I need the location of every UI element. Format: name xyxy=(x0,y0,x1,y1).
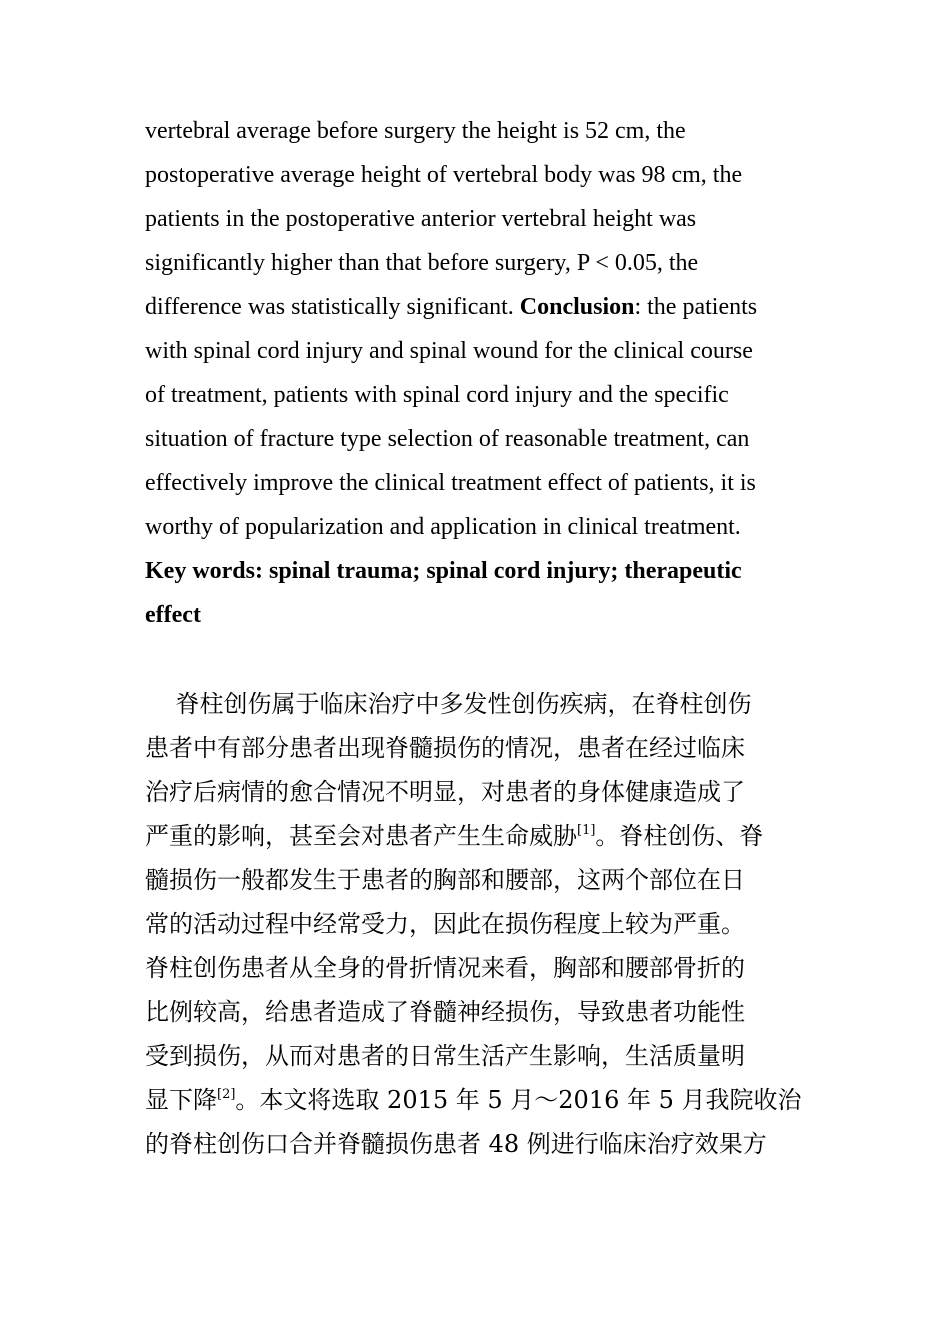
abstract-line: with spinal cord injury and spinal wound for the clinical course xyxy=(145,338,753,364)
body-line-text: 。脊柱创伤、脊 xyxy=(595,822,764,850)
keywords-line: Key words: spinal trauma; spinal cord injury; therapeutic xyxy=(145,558,742,584)
body-line-text: 严重的影响，甚至会对患者产生生命威胁 xyxy=(145,822,577,850)
abstract-line: postoperative average height of vertebral body was 98 cm, the xyxy=(145,162,743,188)
abstract-line: of treatment, patients with spinal cord injury and the specific xyxy=(145,382,729,408)
body-line-text: 。本文将选取 2015 年 5 月～2016 年 5 月我院收治 xyxy=(235,1086,802,1114)
chinese-body-paragraph xyxy=(145,682,825,1166)
body-line: 患者中有部分患者出现脊髓损伤的情况，患者在经过临床 xyxy=(145,734,745,762)
body-line: 常的活动过程中经常受力，因此在损伤程度上较为严重。 xyxy=(145,910,745,938)
body-line: 髓损伤一般都发生于患者的胸部和腰部，这两个部位在日 xyxy=(145,866,745,894)
body-line: 受到损伤，从而对患者的日常生活产生影响，生活质量明 xyxy=(145,1042,745,1070)
body-line-text: 显下降 xyxy=(145,1086,217,1114)
abstract-line: situation of fracture type selection of reasonable treatment, can xyxy=(145,426,750,452)
body-line xyxy=(145,814,825,858)
body-line: 治疗后病情的愈合情况不明显，对患者的身体健康造成了 xyxy=(145,778,745,806)
abstract-line: worthy of popularization and application in clinical treatment. xyxy=(145,514,741,540)
body-line: 比例较高，给患者造成了脊髓神经损伤，导致患者功能性 xyxy=(145,998,745,1026)
body-line: 的脊柱创伤口合并脊髓损伤患者 48 例进行临床治疗效果方 xyxy=(145,1130,767,1158)
abstract-line-text: : the patients xyxy=(634,294,758,320)
abstract-line: effectively improve the clinical treatment effect of patients, it is xyxy=(145,470,756,496)
abstract-line: patients in the postoperative anterior vertebral height was xyxy=(145,206,697,232)
abstract-line: vertebral average before surgery the height is 52 cm, the xyxy=(145,118,686,144)
conclusion-label: Conclusion xyxy=(519,294,635,320)
citation-ref-1: [1] xyxy=(577,823,596,838)
citation-ref-2: [2] xyxy=(217,1087,236,1102)
english-abstract xyxy=(145,109,815,637)
abstract-line xyxy=(145,285,815,329)
body-line xyxy=(145,1078,825,1122)
body-line: 脊柱创伤患者从全身的骨折情况来看，胸部和腰部骨折的 xyxy=(145,954,745,982)
abstract-line-text: difference was statistically significant. xyxy=(145,294,520,320)
keywords-line: effect xyxy=(145,602,201,628)
body-line: 脊柱创伤属于临床治疗中多发性创伤疾病，在脊柱创伤 xyxy=(145,690,752,718)
abstract-line: significantly higher than that before surgery, P < 0.05, the xyxy=(145,250,699,276)
